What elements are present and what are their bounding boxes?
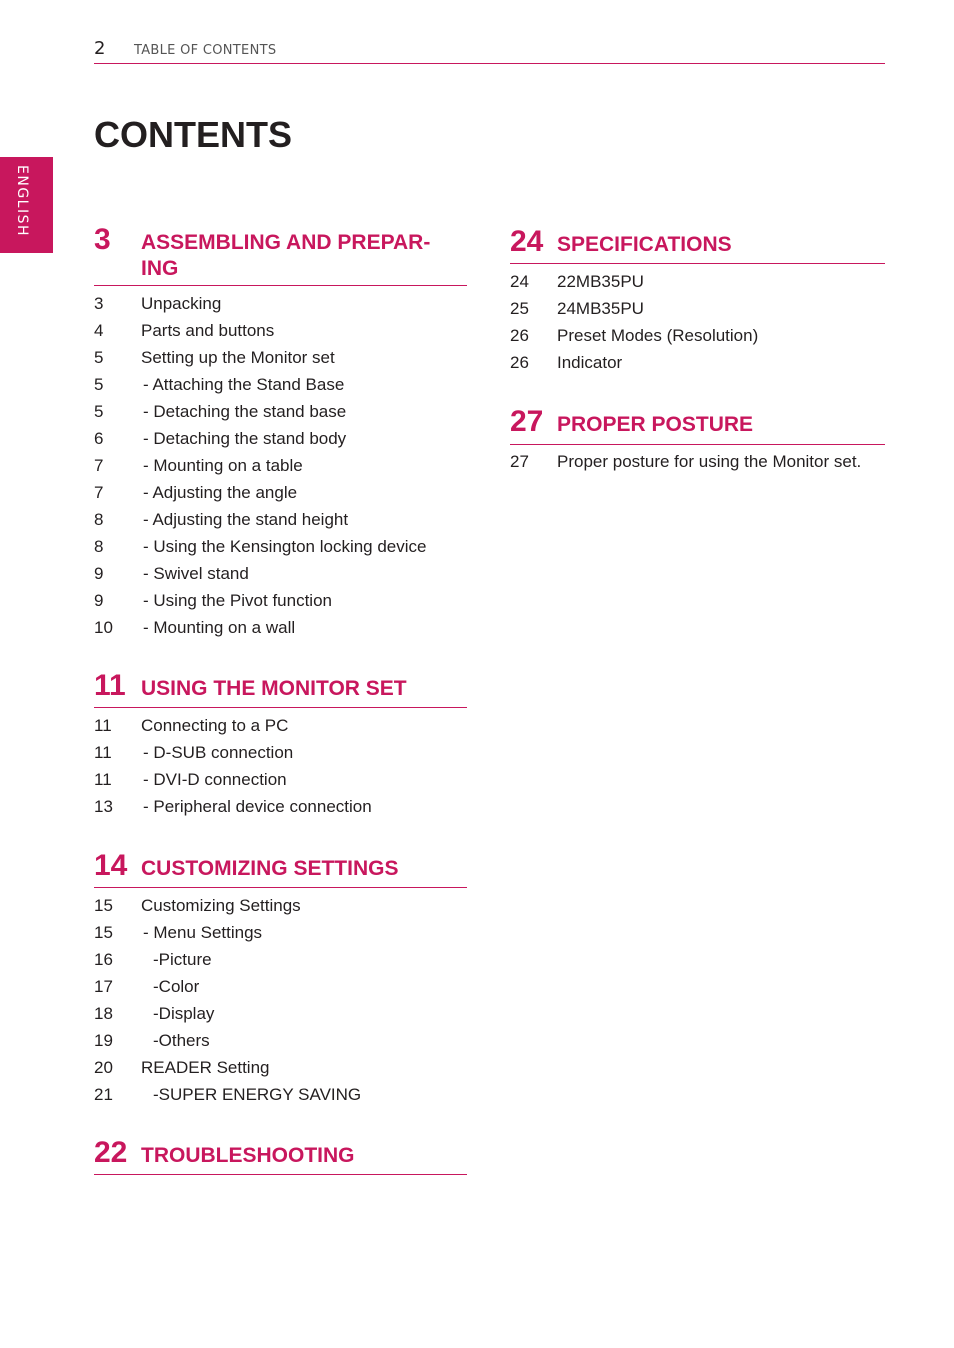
section-title: SPECIFICATIONS: [557, 233, 732, 256]
entry-text: - DVI-D connection: [143, 770, 287, 789]
section-title: ASSEMBLING AND PREPAR- ING: [141, 231, 431, 280]
entry-page-number: 10: [94, 618, 113, 637]
section-title: USING THE MONITOR SET: [141, 677, 407, 700]
toc-entry[interactable]: [94, 402, 467, 429]
header-title: TABLE OF CONTENTS: [134, 43, 277, 58]
entry-text: Connecting to a PC: [141, 716, 289, 735]
entry-text: -Picture: [153, 950, 212, 969]
section-page-number: 11: [94, 669, 126, 702]
entry-page-number: 26: [510, 326, 529, 345]
entry-page-number: 3: [94, 294, 104, 313]
entry-page-number: 27: [510, 452, 529, 471]
toc-entry[interactable]: [94, 510, 467, 537]
toc-entry[interactable]: [510, 326, 885, 353]
entry-page-number: 16: [94, 950, 113, 969]
entry-page-number: 13: [94, 797, 113, 816]
entry-text: - Adjusting the stand height: [143, 510, 349, 529]
entry-page-number: 24: [510, 272, 529, 291]
entry-text: - D-SUB connection: [143, 743, 294, 762]
section-page-number: 27: [510, 405, 544, 438]
entry-text: -Color: [153, 977, 200, 996]
entry-text: 22MB35PU: [557, 272, 644, 291]
section-page-number: 22: [94, 1136, 128, 1169]
toc-entry[interactable]: [94, 564, 467, 591]
section-title: CUSTOMIZING SETTINGS: [141, 857, 399, 880]
toc-entry[interactable]: [94, 429, 467, 456]
entry-page-number: 4: [94, 321, 104, 340]
toc-entry[interactable]: [94, 591, 467, 618]
section-heading[interactable]: [94, 223, 467, 286]
page-number: 2: [94, 38, 106, 59]
entry-text: - Mounting on a wall: [143, 618, 296, 637]
entry-page-number: 5: [94, 402, 104, 421]
entry-text: Setting up the Monitor set: [141, 348, 335, 367]
section-title: TROUBLESHOOTING: [141, 1144, 355, 1167]
toc-entry[interactable]: [94, 375, 467, 402]
entry-page-number: 15: [94, 923, 113, 942]
section-page-number: 3: [94, 223, 111, 256]
toc-entry[interactable]: [94, 321, 467, 348]
toc-entry[interactable]: [94, 294, 467, 321]
section-heading[interactable]: [94, 1136, 467, 1175]
entry-text: Preset Modes (Resolution): [557, 326, 759, 345]
entry-page-number: 9: [94, 564, 104, 583]
entry-text: - Swivel stand: [143, 564, 249, 583]
toc-entry[interactable]: [510, 272, 885, 299]
section-page-number: 14: [94, 849, 128, 882]
entry-text: -SUPER ENERGY SAVING: [153, 1085, 362, 1104]
language-tab: [0, 157, 53, 253]
entry-text: - Attaching the Stand Base: [143, 375, 345, 394]
toc-entry[interactable]: [510, 452, 885, 479]
section-heading[interactable]: [510, 405, 885, 445]
entry-text: -Others: [153, 1031, 210, 1050]
entry-page-number: 6: [94, 429, 104, 448]
page-title: CONTENTS: [94, 114, 292, 155]
entry-page-number: 21: [94, 1085, 113, 1104]
entry-page-number: 11: [94, 716, 112, 735]
section-title: PROPER POSTURE: [557, 413, 754, 436]
entry-text: - Detaching the stand base: [143, 402, 347, 421]
entry-page-number: 8: [94, 510, 104, 529]
entry-text: 24MB35PU: [557, 299, 644, 318]
toc-entry[interactable]: [510, 353, 885, 380]
language-tab-label: ENGLISH: [14, 165, 30, 238]
toc-entry[interactable]: [94, 537, 467, 564]
entry-page-number: 11: [94, 770, 112, 789]
toc-entry[interactable]: [94, 896, 467, 923]
toc-entry[interactable]: [94, 456, 467, 483]
entry-text: Unpacking: [141, 294, 222, 313]
toc-entry[interactable]: [94, 950, 467, 977]
toc-entry[interactable]: [510, 299, 885, 326]
toc-entry[interactable]: [94, 1004, 467, 1031]
entry-text: Customizing Settings: [141, 896, 301, 915]
entry-text: - Using the Pivot function: [143, 591, 332, 610]
entry-page-number: 11: [94, 743, 112, 762]
toc-entry[interactable]: [94, 618, 467, 645]
entry-text: - Mounting on a table: [143, 456, 303, 475]
entry-page-number: 9: [94, 591, 104, 610]
toc-entry[interactable]: [94, 716, 467, 743]
entry-text: - Menu Settings: [143, 923, 263, 942]
entry-page-number: 17: [94, 977, 113, 996]
toc-section: [94, 849, 467, 1112]
entry-text: - Adjusting the angle: [143, 483, 298, 502]
entry-page-number: 15: [94, 896, 113, 915]
entry-page-number: 8: [94, 537, 104, 556]
entry-text: -Display: [153, 1004, 215, 1023]
entry-page-number: 7: [94, 456, 104, 475]
entry-page-number: 5: [94, 348, 104, 367]
entry-text: Parts and buttons: [141, 321, 275, 340]
entry-page-number: 7: [94, 483, 104, 502]
entry-text: Proper posture for using the Monitor set.: [557, 452, 862, 471]
toc-entry[interactable]: [94, 797, 467, 824]
toc-entry[interactable]: [94, 977, 467, 1004]
section-heading[interactable]: [94, 849, 467, 888]
toc-section: [94, 1136, 467, 1175]
entry-page-number: 5: [94, 375, 104, 394]
toc-entry[interactable]: [94, 923, 467, 950]
entry-text: - Using the Kensington locking device: [143, 537, 427, 556]
toc-entry[interactable]: [94, 1058, 467, 1085]
entry-page-number: 18: [94, 1004, 113, 1023]
entry-page-number: 25: [510, 299, 529, 318]
entry-text: READER Setting: [141, 1058, 270, 1077]
section-heading[interactable]: [94, 669, 467, 708]
entry-page-number: 20: [94, 1058, 113, 1077]
section-heading[interactable]: [510, 225, 885, 264]
toc-section: [94, 669, 467, 824]
entry-text: - Peripheral device connection: [143, 797, 372, 816]
toc-entry[interactable]: [94, 1031, 467, 1058]
toc-entry[interactable]: [94, 1085, 467, 1112]
page-header: [94, 38, 885, 64]
toc-section: [94, 223, 467, 645]
entry-page-number: 26: [510, 353, 529, 372]
entry-page-number: 19: [94, 1031, 113, 1050]
section-page-number: 24: [510, 225, 544, 258]
toc-entry[interactable]: [94, 483, 467, 510]
toc-section: [510, 405, 885, 479]
toc-entry[interactable]: [94, 348, 467, 375]
toc-section: [510, 225, 885, 380]
toc-entry[interactable]: [94, 743, 467, 770]
toc-entry[interactable]: [94, 770, 467, 797]
entry-text: - Detaching the stand body: [143, 429, 347, 448]
entry-text: Indicator: [557, 353, 623, 372]
